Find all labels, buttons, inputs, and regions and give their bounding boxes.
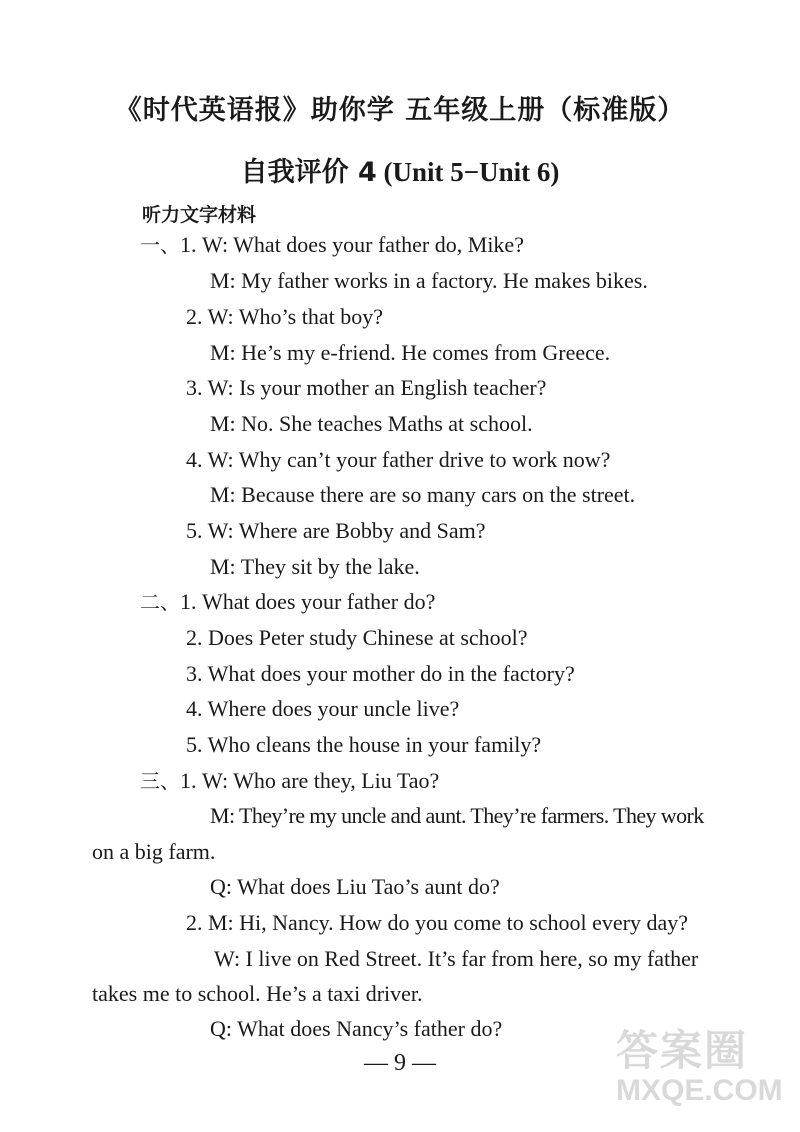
part3-item-1-answer-line1: M: They’re my uncle and aunt. They’re farmers. They work xyxy=(210,803,704,828)
part2-item-2: 2. Does Peter study Chinese at school? xyxy=(186,625,528,650)
watermark-logo xyxy=(616,1018,786,1128)
part3-item-1-answer-line2: on a big farm. xyxy=(92,839,216,864)
part1-item-1-question xyxy=(140,230,524,260)
part1-item-2-answer: M: He’s my e-friend. He comes from Greece. xyxy=(210,340,611,365)
part2-item-3: 3. What does your mother do in the factory? xyxy=(186,661,575,686)
part1-item-5-question: 5. W: Where are Bobby and Sam? xyxy=(186,518,486,543)
part3-marker: 三、 xyxy=(140,769,180,793)
page-title: 《时代英语报》助你学 五年级上册（标准版） xyxy=(114,95,686,126)
watermark-glyphs: 答案圈 xyxy=(616,1026,749,1075)
part1-item-4-answer: M: Because there are so many cars on the street. xyxy=(210,482,636,507)
part1-item-2-question: 2. W: Who’s that boy? xyxy=(186,304,383,329)
part1-item-3-question: 3. W: Is your mother an English teacher? xyxy=(186,375,547,400)
part2-item-1 xyxy=(140,587,435,617)
part2-marker: 二、 xyxy=(140,590,180,614)
part3-item-1-prompt: Q: What does Liu Tao’s aunt do? xyxy=(210,874,500,899)
part3-item-1-question xyxy=(140,766,439,796)
part2-item-1-text: 1. What does your father do? xyxy=(180,589,436,614)
part1-item-4-question: 4. W: Why can’t your father drive to work now? xyxy=(186,447,611,472)
listening-material-heading: 听力文字材料 xyxy=(142,204,257,226)
part1-item-3-answer: M: No. She teaches Maths at school. xyxy=(210,411,533,436)
part3-item-2-question: 2. M: Hi, Nancy. How do you come to school every day? xyxy=(186,910,689,935)
part2-item-4: 4. Where does your uncle live? xyxy=(186,696,460,721)
section-title-en: (Unit 5−Unit 6) xyxy=(383,157,560,187)
part1-item-1-answer: M: My father works in a factory. He makes bikes. xyxy=(210,268,648,293)
part2-item-5: 5. Who cleans the house in your family? xyxy=(186,732,542,757)
watermark-text: MXQE.COM xyxy=(616,1074,783,1107)
part1-q1-text: 1. W: What does your father do, Mike? xyxy=(180,232,524,257)
section-title-cn: 自我评价 4 xyxy=(240,157,377,188)
part1-item-5-answer: M: They sit by the lake. xyxy=(210,554,420,579)
section-title xyxy=(0,150,800,189)
part3-item-2-answer-line2: takes me to school. He’s a taxi driver. xyxy=(92,981,423,1006)
part3-item-2-prompt: Q: What does Nancy’s father do? xyxy=(210,1016,503,1041)
part3-q1-text: 1. W: Who are they, Liu Tao? xyxy=(180,768,440,793)
page-number: — 9 — xyxy=(364,1050,436,1076)
part3-item-2-answer-line1: W: I live on Red Street. It’s far from here, so my father xyxy=(214,946,699,971)
part1-marker: 一、 xyxy=(140,233,180,257)
